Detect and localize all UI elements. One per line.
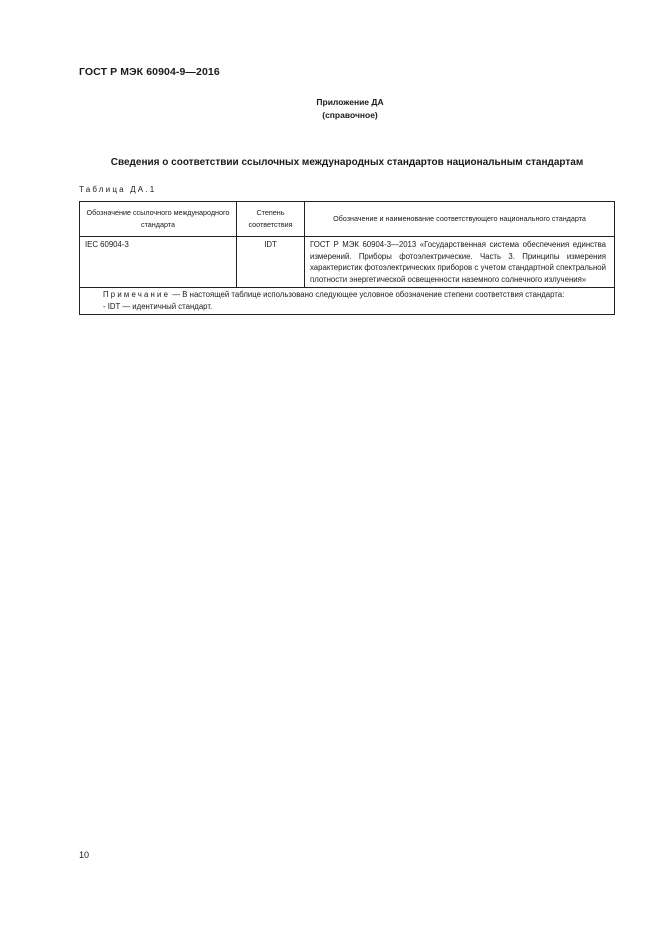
page-number: 10 <box>79 850 90 860</box>
cell-degree: IDT <box>237 237 305 288</box>
column-header-national-standard: Обозначение и наименование соответствующего национального стандарта <box>305 202 615 237</box>
cell-national-standard: ГОСТ Р МЭК 60904-3—2013 «Государственная система обеспечения единства измерений. Приборы фотоэлектрические. Часть 3. Принципы измерения характеристик фотоэлектрических приборов с учетом стандартной спектральной плотности энергетической освещенности наземного солнечного излучения» <box>305 237 615 288</box>
section-title: Сведения о соответствии ссылочных международных стандартов национальным стандартам <box>110 157 584 168</box>
table-row <box>80 237 615 288</box>
correspondence-table <box>79 201 615 315</box>
note-text: — В настоящей таблице использовано следующее условное обозначение степени соответствия стандарта: <box>170 290 565 299</box>
note-item: - IDT — идентичный стандарт. <box>103 301 213 311</box>
column-header-intl-standard: Обозначение ссылочного международного стандарта <box>80 202 237 237</box>
document-number-header: ГОСТ Р МЭК 60904-9—2016 <box>79 66 220 78</box>
note-lead <box>85 289 609 301</box>
table-caption-text: Таблица ДА.1 <box>79 185 157 194</box>
annex-subtitle: (справочное) <box>322 110 378 120</box>
note-label: Примечание <box>103 290 171 299</box>
annex-title: Приложение ДА <box>316 97 384 107</box>
table-caption <box>79 185 156 194</box>
column-header-degree: Степень соответствия <box>237 202 305 237</box>
table-header-row <box>80 202 615 237</box>
cell-intl-standard: IEC 60904-3 <box>80 237 237 288</box>
annex-heading <box>250 96 450 122</box>
table-note-cell <box>80 288 615 315</box>
table-note-row <box>80 288 615 315</box>
